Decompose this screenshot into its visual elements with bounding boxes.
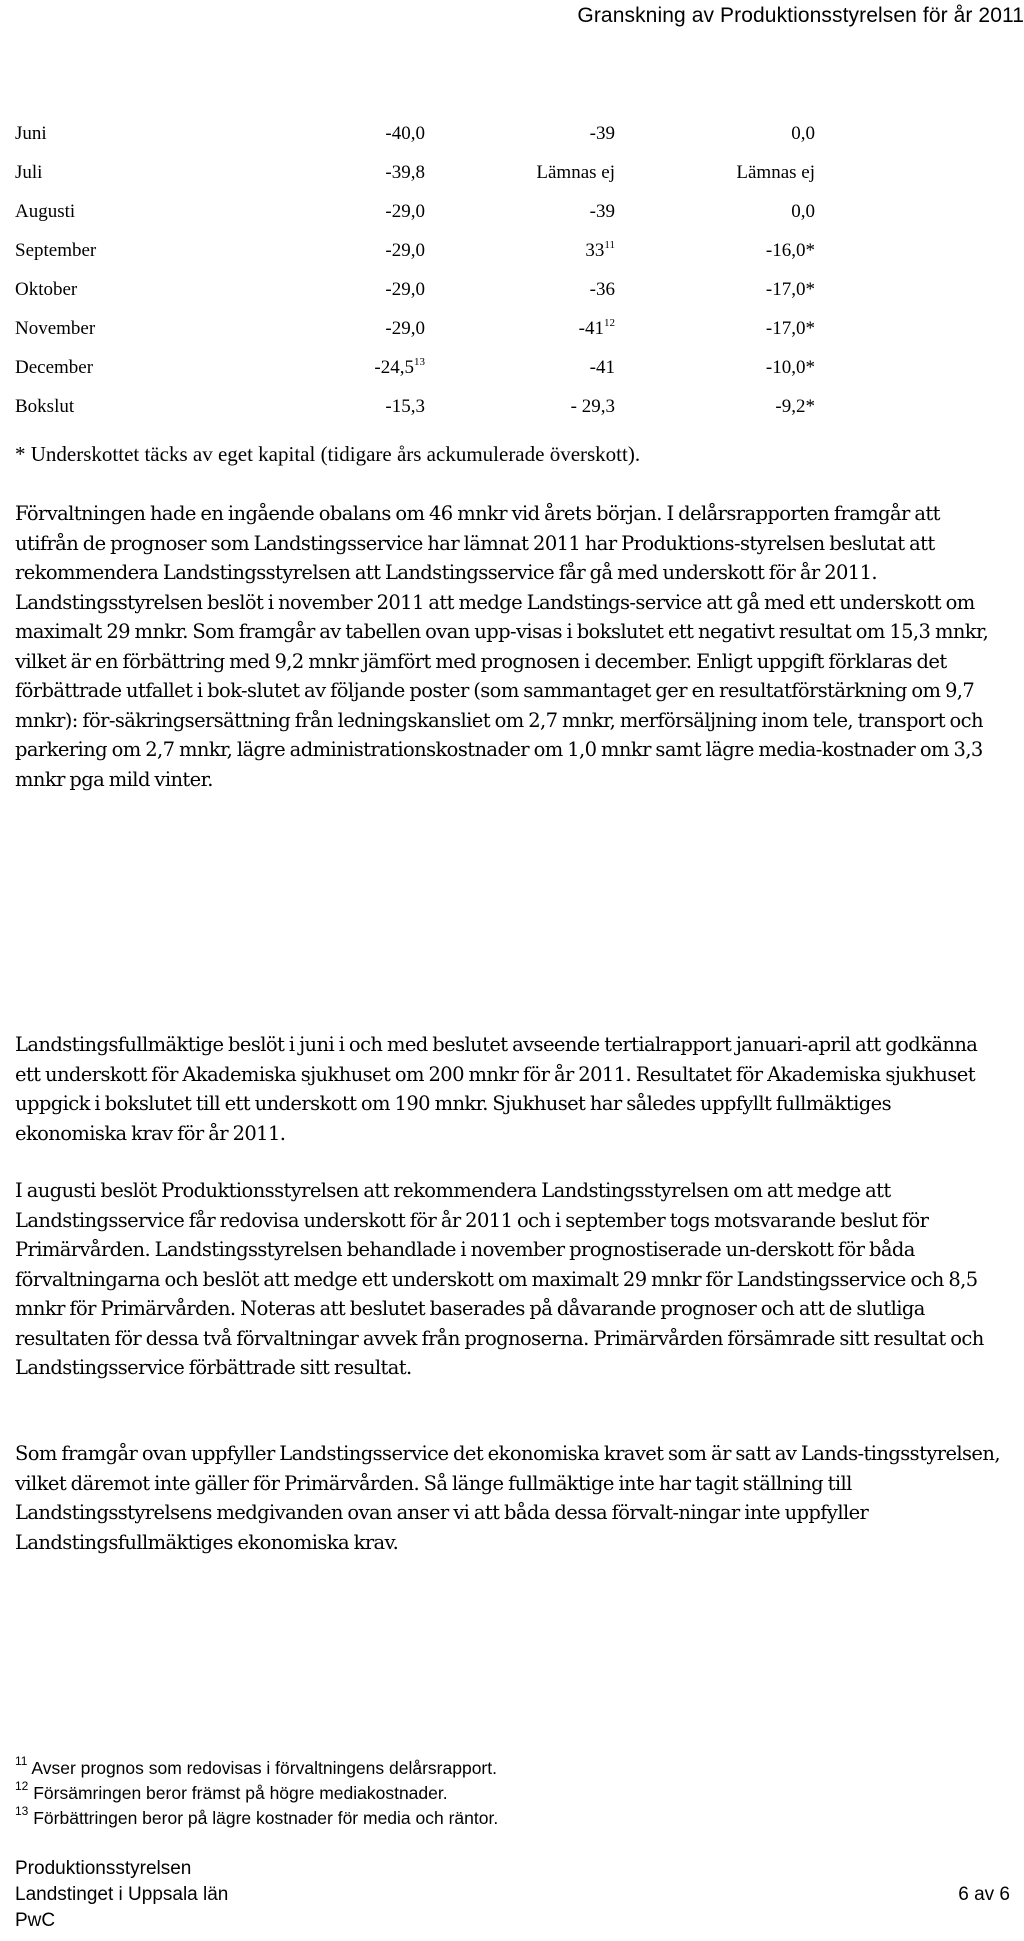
cell-c3: -10,0* <box>765 356 815 378</box>
cell-m: Juli <box>15 161 43 183</box>
page-header-title: Granskning av Produktionsstyrelsen för år 2011 <box>577 4 1024 27</box>
cell-c3: -17,0* <box>765 278 815 300</box>
cell-c1: -15,3 <box>385 395 425 417</box>
cell-c1: -29,0 <box>385 317 425 339</box>
cell-m: November <box>15 317 96 339</box>
footer-region: Landstinget i Uppsala län <box>15 1884 229 1905</box>
cell-m: Juni <box>15 122 47 144</box>
table-row <box>15 231 815 270</box>
table-row <box>15 348 815 387</box>
footnotes <box>15 1756 498 1831</box>
cell-c3: -9,2* <box>775 395 815 417</box>
footer-firm: PwC <box>15 1910 56 1931</box>
cell-c1: -29,0 <box>385 200 425 222</box>
cell-c3: 0,0 <box>791 200 815 222</box>
cell-m: December <box>15 356 94 378</box>
footnote-item: $^{11}$ Avser prognos som redovisas i förvaltningens delårsrapport. <box>15 1754 497 1778</box>
footnote-item: $^{12}$ Försämringen beror främst på högre mediakostnader. <box>15 1779 448 1803</box>
cell-c2: -39 <box>589 122 615 144</box>
table-row <box>15 270 815 309</box>
cell-c3: 0,0 <box>791 122 815 144</box>
table-row <box>15 387 815 426</box>
cell-m: Oktober <box>15 278 78 300</box>
page-number: 6 av 6 <box>958 1884 1010 1905</box>
paragraph-landstingsservice: Förvaltningen hade en ingående obalans om 46 mnkr vid årets början. I delårsrapporten framgår att utifrån de prognoser som Landstingsservice har lämnat 2011 har Produktions-styrelsen beslutat att rekommendera Landstingsstyrelsen att Landstingsservice får gå med underskott för år 2011. Landstingsstyrelsen beslöt i november 2011 att medge Landstings-service att gå med ett underskott om maximalt 29 mnkr. Som framgår av tabellen ovan upp-visas i bokslutet ett negativt resultat om 15,3 mnkr, vilket är en förbättring med 9,2 mnkr jämfört med prognosen i december. Enligt uppgift förklaras det förbättrade utfallet i bok-slutet av följande poster (som sammantaget ger en resultatförstärkning om 9,7 mnkr): för-säkringsersättning från ledningskansliet om 2,7 mnkr, merförsäljning inom tele, transport och parkering om 2,7 mnkr, lägre administrationskostnader om 1,0 mnkr samt lägre media-kostnader om 3,3 mnkr pga mild vinter. <box>15 502 989 791</box>
cell-m: Augusti <box>15 200 76 222</box>
table-row <box>15 192 815 231</box>
table-row <box>15 309 815 348</box>
footer-org: Produktionsstyrelsen <box>15 1858 192 1879</box>
cell-c3: -16,0* <box>765 239 815 261</box>
paragraph-decisions: I augusti beslöt Produktionsstyrelsen att rekommendera Landstingsstyrelsen om att medge att Landstingsservice får redovisa underskott för år 2011 och i september togs motsvarande beslut för Primärvården. Landstingsstyrelsen behandlade i november prognostiserade un-derskott för båda förvaltningarna och beslöt att medge ett underskott om maximalt 29 mnkr för Landstingsservice och 8,5 mnkr för Primärvården. Noteras att beslutet baserades på dåvarande prognoser och att de slutliga resultaten för dessa två förvaltningar avvek från prognoserna. Primärvården försämrade sitt resultat och Landstingsservice förbättrade sitt resultat. <box>15 1179 984 1379</box>
cell-c2: $-41^{12}$ <box>578 316 615 339</box>
cell-c1: -24,5$^{13}$ <box>374 355 425 378</box>
paragraph-conclusion: Som framgår ovan uppfyller Landstingsservice det ekonomiska kravet som är satt av Lands-tingsstyrelsen, vilket däremot inte gäller för Primärvården. Så länge fullmäktige inte har tagit ställning till Landstingsstyrelsens medgivanden ovan anser vi att båda dessa förvalt-ningar inte uppfyller Landstingsfullmäktiges ekonomiska krav. <box>15 1442 1000 1554</box>
cell-m: Bokslut <box>15 395 75 417</box>
table-footnote-note: * Underskottet täcks av eget kapital (tidigare års ackumulerade överskott). <box>15 442 641 466</box>
cell-c1: -40,0 <box>385 122 425 144</box>
cell-c1: -39,8 <box>385 161 425 183</box>
table-row <box>15 153 815 192</box>
cell-c2: $33^{11}$ <box>585 238 615 261</box>
cell-c3: -17,0* <box>765 317 815 339</box>
cell-c3: Lämnas ej <box>736 161 815 183</box>
cell-c2: -39 <box>589 200 615 222</box>
cell-c1: -29,0 <box>385 239 425 261</box>
monthly-results-table <box>15 114 815 426</box>
cell-c2: Lämnas ej <box>536 161 615 183</box>
cell-m: September <box>15 239 97 261</box>
footnote-item: $^{13}$ Förbättringen beror på lägre kostnader för media och räntor. <box>15 1804 499 1828</box>
cell-c2: - 29,3 <box>570 395 615 417</box>
cell-c2: -36 <box>589 278 615 300</box>
cell-c2: -41 <box>589 356 615 378</box>
cell-c1: -29,0 <box>385 278 425 300</box>
table-row <box>15 114 815 153</box>
paragraph-akademiska: Landstingsfullmäktige beslöt i juni i och med beslutet avseende tertialrapport januari-april att godkänna ett underskott för Akademiska sjukhuset om 200 mnkr för år 2011. Resultatet för Akademiska sjukhuset uppgick i bokslutet till ett underskott om 190 mnkr. Sjukhuset har således uppfyllt fullmäktiges ekonomiska krav för år 2011. <box>15 1033 978 1145</box>
page-footer <box>15 1856 1010 1934</box>
